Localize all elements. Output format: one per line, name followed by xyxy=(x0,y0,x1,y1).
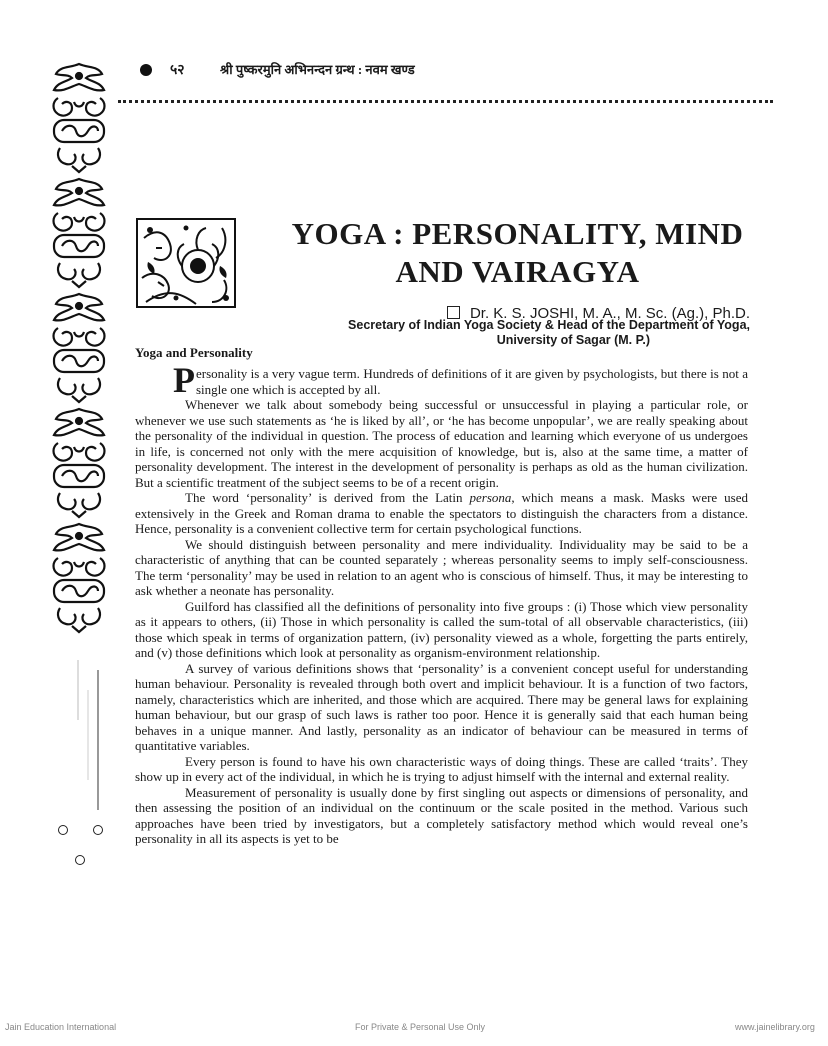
drop-cap: P xyxy=(173,360,195,400)
header-divider xyxy=(118,100,773,103)
paragraph: The word ‘personality’ is derived from the Latin persona, which means a mask. Masks were used extensively in the Greek and Roman drama to enable the spectators to distinguish the characters from a distance. Hence, personality is a convenient collective term for certain psychological functions. xyxy=(135,490,748,536)
author-name: Dr. K. S. JOSHI, M. A., M. Sc. (Ag.), Ph.D. xyxy=(469,305,750,322)
affiliation-line1: Secretary of Indian Yoga Society & Head of the Department of Yoga, xyxy=(348,318,750,332)
margin-circle xyxy=(58,825,68,835)
paragraph: We should distinguish between personality and mere individuality. Individuality may be said to be a characteristic of anything that can be counted separately ; whereas personality seems to imply self-consciousness. The term ‘personality’ may be used in relation to an agent who is conscious of himself. Thus, it may be interesting to ask whether a neonate has personality. xyxy=(135,536,748,598)
affiliation-line2: University of Sagar (M. P.) xyxy=(496,333,650,347)
section-heading: Yoga and Personality xyxy=(135,345,253,360)
article-title-line1: YOGA : PERSONALITY, MIND xyxy=(291,216,744,251)
paragraph: Personality is a very vague term. Hundreds of definitions of it are given by psychologists, but there is not a single one which is accepted by all. xyxy=(173,360,748,400)
margin-lines xyxy=(60,660,110,830)
paragraph: A survey of various definitions shows that ‘personality’ is a convenient concept useful for understanding human behaviour. Personality is revealed through both overt and implicit behaviour. It is a function of two factors, namely, characteristics which are inherited, and those which are acquired. There may be general laws for explaining human behaviour, but our grasp of such laws is rather too poor. Hence it is generally said that each human being behaves in a unique manner. And lastly, personality as an indicator of behaviour can be measured in terms of quantitative variables. xyxy=(135,660,748,753)
author-affiliation xyxy=(260,318,750,348)
margin-circle xyxy=(75,855,85,865)
paragraph: Whenever we talk about somebody being successful or unsuccessful in playing a particular role, or whenever we use such statements as ‘he is liked by all’, or ‘he has become unpopular’, we are really speaking about the personality of the individual in question. The process of education and learning which everyone of us undergoes in life, is concerned not only with the mere acquisition of knowledge, but is, also at the same time, a matter of personality development. The interest in the development of personality is perhaps as old as the human civilization. But a scientific treatment of the subject seems to be of a recent origin. xyxy=(135,397,748,490)
margin-circle xyxy=(93,825,103,835)
article-body xyxy=(135,360,748,847)
footer-left: Jain Education International xyxy=(5,1022,117,1032)
footer-center: For Private & Personal Use Only xyxy=(355,1022,486,1032)
running-title: श्री पुष्करमुनि अभिनन्दन ग्रन्थ : नवम खण्ड xyxy=(220,62,415,77)
paragraph: Guilford has classified all the definitions of personality into five groups : (i) Those which view personality as it appears to others, (ii) Those in which personality is called the sum-total of all observable characteristics, (iii) those which speak in terms of organization pattern, (iv) personality viewed as a whole, forgetting the parts entirely, and (v) those definitions which look at personality as organism-environment relationship. xyxy=(135,598,748,660)
paragraph: Every person is found to have his own characteristic ways of doing things. These are called ‘traits’. They show up in every act of the individual, in which he is trying to adjust himself with the internal and external reality. xyxy=(135,753,748,784)
paragraph: Measurement of personality is usually done by first singling out aspects or dimensions of personality, and then assessing the position of an individual on the continuum or the scale posited in the method. Various such approaches have been tried by investigators, but a completely satisfactory method which would reveal one’s personality in all its aspects is yet to be xyxy=(135,784,748,846)
article-title xyxy=(250,215,785,291)
ornamental-border xyxy=(48,62,110,634)
article-title-line2: AND VAIRAGYA xyxy=(395,254,640,289)
floral-ornament xyxy=(136,218,236,308)
page-number: ५२ xyxy=(170,63,185,78)
footer-link[interactable]: www.jainelibrary.org xyxy=(735,1022,815,1032)
header-bullet xyxy=(140,64,152,76)
